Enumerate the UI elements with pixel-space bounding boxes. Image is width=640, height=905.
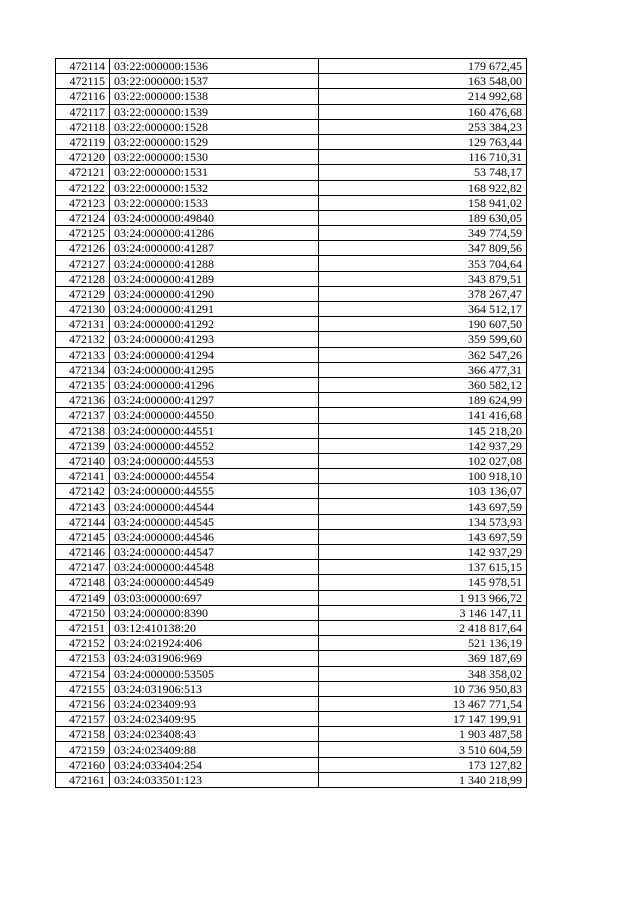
table-row	[56, 89, 527, 104]
row-number: 472115	[56, 74, 110, 89]
cadastral-value: 190 607,50	[319, 317, 527, 332]
cadastral-number: 03:24:021924:406	[110, 636, 319, 651]
cadastral-number: 03:24:000000:41288	[110, 256, 319, 271]
cadastral-number: 03:24:000000:44553	[110, 453, 319, 468]
row-number: 472141	[56, 469, 110, 484]
cadastral-value: 145 978,51	[319, 575, 527, 590]
row-number: 472133	[56, 347, 110, 362]
cadastral-number: 03:24:031906:513	[110, 681, 319, 696]
table-row	[56, 317, 527, 332]
table-row	[56, 605, 527, 620]
cadastral-value: 349 774,59	[319, 226, 527, 241]
row-number: 472153	[56, 651, 110, 666]
table-row	[56, 712, 527, 727]
cadastral-value: 13 467 771,54	[319, 696, 527, 711]
cadastral-value: 137 615,15	[319, 560, 527, 575]
cadastral-number: 03:24:023408:43	[110, 727, 319, 742]
cadastral-number: 03:24:000000:44552	[110, 438, 319, 453]
table-row	[56, 757, 527, 772]
table-row	[56, 150, 527, 165]
cadastral-value: 366 477,31	[319, 362, 527, 377]
cadastral-number: 03:22:000000:1536	[110, 59, 319, 74]
row-number: 472114	[56, 59, 110, 74]
table-row	[56, 499, 527, 514]
table-row	[56, 484, 527, 499]
cadastral-value: 143 697,59	[319, 499, 527, 514]
cadastral-value: 378 267,47	[319, 286, 527, 301]
cadastral-value: 179 672,45	[319, 59, 527, 74]
cadastral-value: 343 879,51	[319, 271, 527, 286]
row-number: 472125	[56, 226, 110, 241]
row-number: 472152	[56, 636, 110, 651]
table-row	[56, 302, 527, 317]
cadastral-number: 03:22:000000:1539	[110, 104, 319, 119]
cadastral-number: 03:24:000000:41293	[110, 332, 319, 347]
cadastral-value: 189 624,99	[319, 393, 527, 408]
cadastral-value-table	[55, 58, 527, 788]
cadastral-value: 10 736 950,83	[319, 681, 527, 696]
table-row	[56, 696, 527, 711]
table-row	[56, 332, 527, 347]
document-page	[55, 58, 527, 788]
table-row	[56, 165, 527, 180]
cadastral-value: 348 358,02	[319, 666, 527, 681]
row-number: 472131	[56, 317, 110, 332]
cadastral-number: 03:24:023409:95	[110, 712, 319, 727]
row-number: 472155	[56, 681, 110, 696]
row-number: 472142	[56, 484, 110, 499]
cadastral-number: 03:24:000000:41286	[110, 226, 319, 241]
cadastral-value: 158 941,02	[319, 195, 527, 210]
cadastral-value: 364 512,17	[319, 302, 527, 317]
row-number: 472149	[56, 590, 110, 605]
cadastral-value: 163 548,00	[319, 74, 527, 89]
cadastral-number: 03:24:000000:44545	[110, 514, 319, 529]
cadastral-value: 173 127,82	[319, 757, 527, 772]
row-number: 472136	[56, 393, 110, 408]
table-row	[56, 560, 527, 575]
cadastral-number: 03:24:000000:44551	[110, 423, 319, 438]
cadastral-number: 03:22:000000:1537	[110, 74, 319, 89]
row-number: 472159	[56, 742, 110, 757]
row-number: 472127	[56, 256, 110, 271]
row-number: 472145	[56, 529, 110, 544]
table-row	[56, 514, 527, 529]
table-row	[56, 423, 527, 438]
row-number: 472148	[56, 575, 110, 590]
table-row	[56, 590, 527, 605]
table-row	[56, 210, 527, 225]
table-row	[56, 636, 527, 651]
table-row	[56, 256, 527, 271]
cadastral-value: 1 340 218,99	[319, 772, 527, 787]
table-row	[56, 74, 527, 89]
cadastral-value: 521 136,19	[319, 636, 527, 651]
cadastral-value: 2 418 817,64	[319, 620, 527, 635]
row-number: 472122	[56, 180, 110, 195]
cadastral-value: 129 763,44	[319, 134, 527, 149]
row-number: 472150	[56, 605, 110, 620]
row-number: 472120	[56, 150, 110, 165]
cadastral-number: 03:24:000000:41292	[110, 317, 319, 332]
row-number: 472161	[56, 772, 110, 787]
cadastral-number: 03:24:000000:41287	[110, 241, 319, 256]
cadastral-number: 03:24:000000:44548	[110, 560, 319, 575]
cadastral-value: 103 136,07	[319, 484, 527, 499]
cadastral-value: 53 748,17	[319, 165, 527, 180]
cadastral-number: 03:24:000000:41294	[110, 347, 319, 362]
cadastral-number: 03:24:000000:41296	[110, 377, 319, 392]
cadastral-number: 03:24:000000:8390	[110, 605, 319, 620]
row-number: 472139	[56, 438, 110, 453]
table-row	[56, 362, 527, 377]
cadastral-number: 03:24:000000:53505	[110, 666, 319, 681]
row-number: 472143	[56, 499, 110, 514]
row-number: 472158	[56, 727, 110, 742]
cadastral-value: 145 218,20	[319, 423, 527, 438]
row-number: 472116	[56, 89, 110, 104]
table-row	[56, 59, 527, 74]
cadastral-value: 142 937,29	[319, 438, 527, 453]
row-number: 472130	[56, 302, 110, 317]
cadastral-value: 214 992,68	[319, 89, 527, 104]
cadastral-number: 03:24:000000:44546	[110, 529, 319, 544]
cadastral-value: 160 476,68	[319, 104, 527, 119]
cadastral-number: 03:24:023409:88	[110, 742, 319, 757]
cadastral-number: 03:03:000000:697	[110, 590, 319, 605]
cadastral-number: 03:24:000000:44547	[110, 545, 319, 560]
table-row	[56, 119, 527, 134]
row-number: 472126	[56, 241, 110, 256]
cadastral-value: 116 710,31	[319, 150, 527, 165]
cadastral-number: 03:22:000000:1531	[110, 165, 319, 180]
row-number: 472146	[56, 545, 110, 560]
table-row	[56, 408, 527, 423]
cadastral-number: 03:24:023409:93	[110, 696, 319, 711]
row-number: 472132	[56, 332, 110, 347]
row-number: 472154	[56, 666, 110, 681]
table-row	[56, 180, 527, 195]
cadastral-number: 03:24:000000:44555	[110, 484, 319, 499]
cadastral-value: 3 146 147,11	[319, 605, 527, 620]
table-row	[56, 545, 527, 560]
cadastral-value: 369 187,69	[319, 651, 527, 666]
cadastral-number: 03:24:000000:41295	[110, 362, 319, 377]
table-row	[56, 241, 527, 256]
cadastral-number: 03:24:000000:41297	[110, 393, 319, 408]
cadastral-number: 03:24:000000:41291	[110, 302, 319, 317]
table-row	[56, 377, 527, 392]
cadastral-number: 03:24:000000:49840	[110, 210, 319, 225]
row-number: 472128	[56, 271, 110, 286]
table-row	[56, 271, 527, 286]
cadastral-value: 347 809,56	[319, 241, 527, 256]
cadastral-number: 03:22:000000:1529	[110, 134, 319, 149]
row-number: 472118	[56, 119, 110, 134]
table-row	[56, 620, 527, 635]
row-number: 472134	[56, 362, 110, 377]
cadastral-number: 03:24:000000:44544	[110, 499, 319, 514]
table-row	[56, 727, 527, 742]
row-number: 472144	[56, 514, 110, 529]
table-row	[56, 666, 527, 681]
cadastral-number: 03:22:000000:1538	[110, 89, 319, 104]
cadastral-number: 03:22:000000:1532	[110, 180, 319, 195]
cadastral-value: 141 416,68	[319, 408, 527, 423]
cadastral-value: 3 510 604,59	[319, 742, 527, 757]
row-number: 472124	[56, 210, 110, 225]
cadastral-number: 03:24:033501:123	[110, 772, 319, 787]
cadastral-value: 359 599,60	[319, 332, 527, 347]
cadastral-number: 03:24:031906:969	[110, 651, 319, 666]
table-row	[56, 453, 527, 468]
cadastral-value: 17 147 199,91	[319, 712, 527, 727]
cadastral-value: 168 922,82	[319, 180, 527, 195]
row-number: 472151	[56, 620, 110, 635]
table-row	[56, 104, 527, 119]
row-number: 472156	[56, 696, 110, 711]
cadastral-number: 03:24:000000:41289	[110, 271, 319, 286]
cadastral-value: 143 697,59	[319, 529, 527, 544]
cadastral-value: 1 903 487,58	[319, 727, 527, 742]
table-row	[56, 347, 527, 362]
cadastral-number: 03:12:410138:20	[110, 620, 319, 635]
cadastral-value: 253 384,23	[319, 119, 527, 134]
cadastral-value: 102 027,08	[319, 453, 527, 468]
cadastral-number: 03:24:033404:254	[110, 757, 319, 772]
row-number: 472138	[56, 423, 110, 438]
row-number: 472147	[56, 560, 110, 575]
cadastral-number: 03:22:000000:1533	[110, 195, 319, 210]
table-row	[56, 469, 527, 484]
row-number: 472160	[56, 757, 110, 772]
row-number: 472129	[56, 286, 110, 301]
row-number: 472140	[56, 453, 110, 468]
cadastral-value: 1 913 966,72	[319, 590, 527, 605]
cadastral-number: 03:24:000000:44550	[110, 408, 319, 423]
row-number: 472135	[56, 377, 110, 392]
row-number: 472121	[56, 165, 110, 180]
table-row	[56, 772, 527, 787]
cadastral-number: 03:24:000000:44549	[110, 575, 319, 590]
table-row	[56, 438, 527, 453]
cadastral-value: 362 547,26	[319, 347, 527, 362]
cadastral-value: 360 582,12	[319, 377, 527, 392]
cadastral-number: 03:22:000000:1528	[110, 119, 319, 134]
cadastral-value: 189 630,05	[319, 210, 527, 225]
row-number: 472137	[56, 408, 110, 423]
table-row	[56, 226, 527, 241]
row-number: 472119	[56, 134, 110, 149]
cadastral-number: 03:24:000000:44554	[110, 469, 319, 484]
row-number: 472117	[56, 104, 110, 119]
table-row	[56, 575, 527, 590]
table-row	[56, 134, 527, 149]
table-row	[56, 393, 527, 408]
table-row	[56, 681, 527, 696]
table-row	[56, 742, 527, 757]
table-row	[56, 195, 527, 210]
table-row	[56, 286, 527, 301]
row-number: 472157	[56, 712, 110, 727]
table-body	[56, 59, 527, 788]
row-number: 472123	[56, 195, 110, 210]
cadastral-value: 353 704,64	[319, 256, 527, 271]
cadastral-value: 142 937,29	[319, 545, 527, 560]
cadastral-number: 03:22:000000:1530	[110, 150, 319, 165]
table-row	[56, 529, 527, 544]
cadastral-value: 100 918,10	[319, 469, 527, 484]
cadastral-number: 03:24:000000:41290	[110, 286, 319, 301]
cadastral-value: 134 573,93	[319, 514, 527, 529]
table-row	[56, 651, 527, 666]
